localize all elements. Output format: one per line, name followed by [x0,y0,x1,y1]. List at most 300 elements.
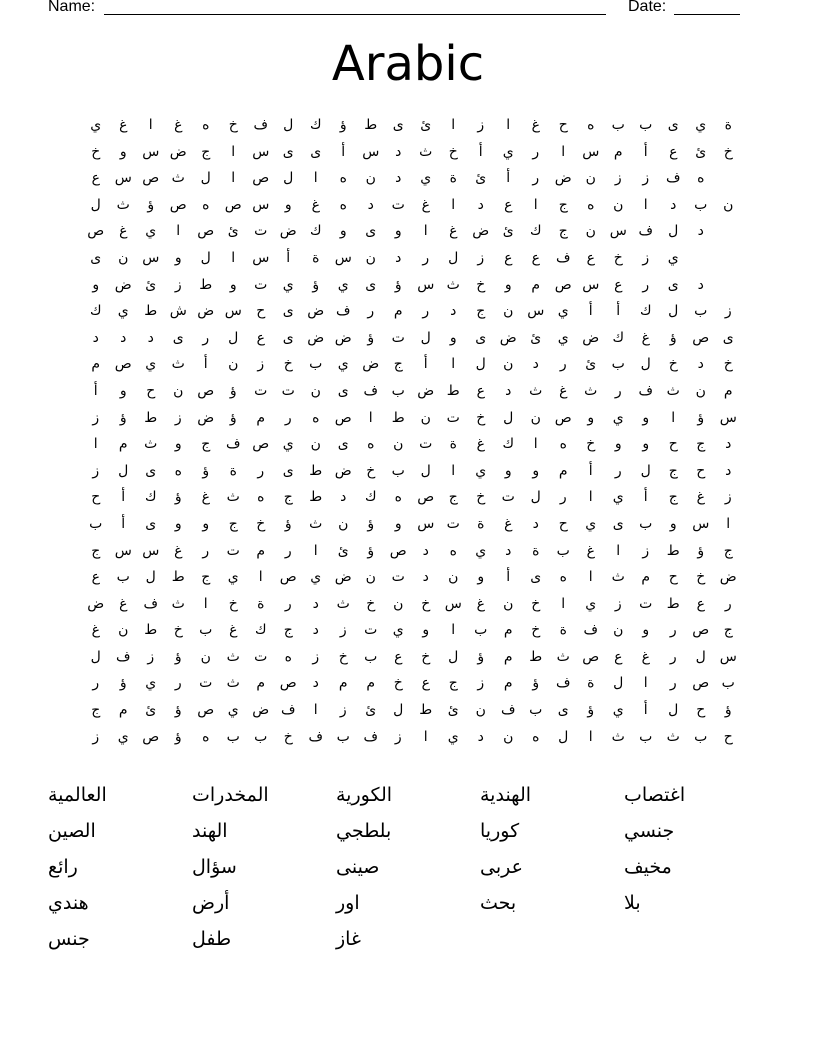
grid-cell: ص [224,196,242,213]
grid-cell: ص [334,409,352,426]
word-bank-item: طفل [192,928,232,950]
grid-cell: أ [643,702,648,719]
grid-cell: ط [309,462,323,479]
grid-cell [715,218,743,245]
grid-cell: د [477,196,484,213]
grid-cell: ئ [365,702,377,719]
grid-cell: ر [669,675,677,692]
grid-cell: ح [668,569,678,586]
grid-cell: س [334,249,352,266]
grid-cell: ك [639,303,652,320]
grid-cell: ز [477,675,485,692]
grid-cell: ز [477,249,485,266]
grid-cell: د [505,542,512,559]
grid-cell: ك [309,117,322,133]
grid-cell: ه [697,170,705,187]
grid-cell: و [174,515,182,532]
grid-cell: ا [451,462,456,479]
grid-cell: ز [339,622,347,639]
grid-cell: ل [640,356,651,373]
grid-cell: ث [611,728,625,745]
grid-cell: ي [695,117,707,133]
grid-cell: ل [668,223,679,240]
grid-cell: ت [254,648,268,665]
grid-cell: ر [422,249,430,266]
grid-cell: ث [584,382,598,399]
grid-cell: ه [587,117,595,133]
grid-cell: ف [253,117,268,133]
grid-cell: ح [668,436,678,453]
grid-cell: م [118,436,128,453]
grid-cell: س [362,143,380,160]
grid-cell: أ [121,489,126,506]
word-bank-item: مخيف [624,856,672,878]
grid-cell: ر [284,595,292,612]
grid-cell: س [609,223,627,240]
grid-cell: ئ [585,356,597,373]
word-bank-item: بحث [480,892,517,914]
grid-cell: ي [145,356,157,373]
grid-cell: د [532,356,539,373]
grid-cell: ا [423,223,428,240]
grid-cell: ر [532,143,540,160]
grid-cell: ؤ [229,409,237,426]
grid-cell: ج [228,515,238,532]
grid-cell: ي [337,356,349,373]
grid-cell: ا [561,595,566,612]
grid-cell: ض [87,595,105,612]
grid-cell: ا [726,515,731,532]
grid-cell: ه [559,569,567,586]
grid-cell: خ [283,356,293,373]
grid-cell: و [284,196,292,213]
grid-cell: ض [472,223,490,240]
grid-cell: ر [202,542,210,559]
grid-cell: م [338,675,348,692]
grid-cell: د [312,675,319,692]
grid-cell: ج [201,143,211,160]
grid-cell: غ [449,223,458,240]
grid-cell: ا [451,117,456,133]
grid-cell: س [142,542,160,559]
grid-cell: ب [639,728,653,745]
grid-cell: ا [451,196,456,213]
grid-cell: غ [311,196,320,213]
grid-cell: ن [475,702,486,719]
grid-cell: ي [337,276,349,293]
grid-cell: ؤ [284,515,292,532]
word-bank-item: العالمية [48,784,107,806]
grid-cell: و [504,462,512,479]
grid-cell: م [256,409,266,426]
grid-cell: ن [393,436,404,453]
grid-cell: ل [420,329,431,346]
grid-cell: و [669,515,677,532]
grid-cell: ي [502,143,514,160]
grid-cell: غ [559,382,568,399]
word-bank-item: هندي [48,892,89,914]
grid-cell: ز [477,117,485,133]
grid-cell: ل [613,675,624,692]
grid-cell: ر [367,303,375,320]
grid-cell: ن [310,382,321,399]
grid-cell: ل [118,462,129,479]
grid-cell: ب [364,648,378,665]
grid-cell: ن [393,595,404,612]
grid-cell: ه [394,489,402,506]
grid-cell: ة [532,542,540,559]
grid-cell: ض [197,303,215,320]
grid-cell: ى [667,117,679,133]
grid-cell: م [723,382,733,399]
grid-cell: ه [367,436,375,453]
grid-cell: ى [392,117,404,133]
grid-cell: ي [227,702,239,719]
grid-cell: ي [475,542,487,559]
name-label: Name: [48,0,96,15]
grid-cell: ه [339,196,347,213]
grid-cell: و [504,276,512,293]
grid-cell: ث [309,515,323,532]
grid-cell: ط [144,622,158,639]
grid-cell: خ [723,143,733,160]
grid-cell: د [340,489,347,506]
grid-cell: ي [612,489,624,506]
grid-cell: غ [119,595,128,612]
grid-cell: ا [671,409,676,426]
grid-cell: ز [724,489,732,506]
word-bank-item: المخدرات [192,784,269,806]
grid-cell: ن [613,622,624,639]
grid-cell: د [450,303,457,320]
grid-cell: ل [90,648,101,665]
grid-cell: د [395,249,402,266]
grid-cell: ى [310,143,322,160]
grid-cell: ؤ [174,702,182,719]
grid-cell: ز [642,170,650,187]
grid-cell: ع [421,675,430,692]
grid-cell: ي [392,622,404,639]
grid-cell: ى [145,515,157,532]
grid-cell: ي [447,728,459,745]
grid-cell: أ [478,143,483,160]
grid-cell: ت [446,515,460,532]
grid-cell: ؤ [174,728,182,745]
grid-cell: غ [174,542,183,559]
grid-cell: ك [502,436,515,453]
grid-cell: أ [616,303,621,320]
grid-cell: س [252,143,270,160]
grid-cell: ج [201,436,211,453]
grid-cell: ة [312,249,320,266]
grid-cell: ض [252,702,270,719]
word-bank-item: الهند [192,820,228,842]
grid-cell: خ [228,595,238,612]
grid-cell: و [394,223,402,240]
word-bank-item: جنس [48,928,90,950]
grid-cell: ى [667,276,679,293]
grid-cell: م [366,675,376,692]
grid-cell: ؤ [669,329,677,346]
grid-cell: د [697,356,704,373]
grid-cell: ج [558,196,568,213]
grid-cell: ج [723,542,733,559]
grid-cell: خ [393,675,403,692]
grid-cell: ا [231,170,236,187]
grid-cell: ه [559,436,567,453]
grid-cell: خ [421,648,431,665]
word-bank-item: اغتصاب [624,784,686,806]
grid-cell: غ [229,622,238,639]
grid-cell: ل [530,489,541,506]
grid-cell: ط [446,382,460,399]
grid-cell: ا [313,702,318,719]
grid-cell: ى [337,436,349,453]
grid-cell: ف [583,622,598,639]
grid-cell: خ [448,143,458,160]
grid-cell: ز [394,728,402,745]
grid-cell: و [174,249,182,266]
grid-cell: ع [256,329,265,346]
grid-cell: ا [588,489,593,506]
grid-cell: غ [201,489,210,506]
grid-cell: ز [724,303,732,320]
grid-cell: ن [448,569,459,586]
grid-cell: ط [529,648,543,665]
grid-cell: ح [558,117,568,133]
grid-cell: ؤ [174,648,182,665]
grid-cell: ح [696,702,706,719]
grid-cell: ل [420,462,431,479]
grid-cell: أ [643,143,648,160]
grid-cell: ط [144,409,158,426]
grid-cell: م [613,143,623,160]
grid-cell: ط [419,702,433,719]
grid-cell: أ [286,249,291,266]
word-bank-item: كوريا [480,820,520,842]
grid-cell: ل [283,170,294,187]
grid-cell: ت [254,276,268,293]
grid-cell: ص [554,409,572,426]
grid-cell: ف [638,223,653,240]
grid-cell: د [92,329,99,346]
grid-cell: ج [448,489,458,506]
grid-cell: ص [142,170,160,187]
grid-cell: ج [91,542,101,559]
grid-cell: خ [531,622,541,639]
grid-cell: ؤ [339,117,347,133]
grid-cell: ى [530,569,542,586]
grid-cell: ف [363,728,378,745]
grid-cell: س [719,409,737,426]
grid-cell: ث [171,170,185,187]
grid-cell: أ [506,569,511,586]
grid-cell: س [224,303,242,320]
grid-cell: ج [283,622,293,639]
grid-cell: م [503,648,513,665]
grid-cell: ى [612,515,624,532]
word-bank-item: الهندية [480,784,532,806]
grid-cell: ح [256,303,266,320]
grid-cell: ب [116,569,130,586]
grid-cell: ا [533,196,538,213]
word-bank-item: بلا [624,892,641,914]
grid-cell: ن [118,249,129,266]
grid-cell: ل [475,356,486,373]
grid-cell: ز [92,409,100,426]
grid-cell: أ [121,515,126,532]
grid-cell: ت [254,382,268,399]
grid-cell: ج [668,462,678,479]
grid-cell: ى [282,329,294,346]
grid-cell: و [532,462,540,479]
grid-cell: ن [585,170,596,187]
grid-cell: ى [282,462,294,479]
letter-grid [82,112,742,750]
grid-cell: ر [724,595,732,612]
grid-cell: ئ [447,702,459,719]
grid-cell: ى [475,329,487,346]
grid-cell: ن [613,196,624,213]
grid-cell: خ [586,436,596,453]
grid-cell: ح [146,382,156,399]
grid-cell: ل [558,728,569,745]
grid-cell: ه [174,462,182,479]
grid-cell: ؤ [367,515,375,532]
grid-cell: م [91,356,101,373]
grid-cell: ا [561,143,566,160]
grid-cell: ط [171,569,185,586]
grid-cell: د [505,382,512,399]
grid-cell: ي [282,436,294,453]
grid-cell: ة [229,462,237,479]
grid-cell: س [252,196,270,213]
grid-cell: ث [226,675,240,692]
grid-cell: ص [389,542,407,559]
word-bank-item: عربى [480,856,523,878]
grid-cell: خ [421,595,431,612]
grid-cell: خ [668,356,678,373]
grid-cell: ى [90,249,102,266]
grid-cell: س [114,170,132,187]
grid-cell: ص [169,196,187,213]
grid-cell: ي [612,409,624,426]
word-bank-item: صينى [336,856,380,878]
grid-cell: ب [474,622,488,639]
grid-cell: ل [695,648,706,665]
grid-cell: ب [639,515,653,532]
grid-cell: ا [148,117,153,133]
grid-cell: ن [503,356,514,373]
grid-cell: ك [612,329,625,346]
grid-cell: ص [692,675,710,692]
grid-cell: ل [393,702,404,719]
grid-cell: ر [559,489,567,506]
grid-cell: ك [144,489,157,506]
grid-cell: س [142,143,160,160]
grid-cell: غ [476,595,485,612]
grid-cell: ا [588,569,593,586]
grid-cell: خ [613,249,623,266]
grid-cell: ث [611,569,625,586]
grid-cell: ض [197,409,215,426]
grid-cell: ت [391,196,405,213]
grid-cell: د [422,569,429,586]
grid-cell: ك [309,223,322,240]
grid-cell: د [312,622,319,639]
grid-cell: س [582,276,600,293]
grid-cell: م [641,569,651,586]
grid-cell: ص [252,170,270,187]
grid-cell: ل [448,648,459,665]
grid-cell: ب [639,117,653,133]
grid-cell: ض [499,329,517,346]
grid-cell: و [229,276,237,293]
grid-cell: ب [694,303,708,320]
grid-cell: ب [694,196,708,213]
grid-cell: ط [364,117,378,133]
grid-cell: غ [696,489,705,506]
grid-cell: ا [451,622,456,639]
grid-cell: ف [665,170,681,187]
grid-cell: ز [642,249,650,266]
grid-cell: ص [114,356,132,373]
grid-cell: ر [614,382,622,399]
grid-cell: د [670,196,677,213]
grid-cell: ز [614,595,622,612]
grid-cell: ب [254,728,268,745]
grid-cell: ت [446,409,460,426]
grid-cell: ت [639,595,653,612]
grid-cell: ن [200,648,211,665]
grid-cell: د [120,329,127,346]
word-bank-item: جنسي [624,820,675,842]
grid-cell: و [422,622,430,639]
grid-cell: ك [254,622,267,639]
grid-cell: ه [339,170,347,187]
grid-cell: د [697,223,704,240]
word-bank-item: رائع [48,856,78,878]
grid-cell: ز [92,728,100,745]
grid-cell: ح [696,462,706,479]
worksheet-header [48,0,748,20]
grid-cell: ل [503,409,514,426]
grid-cell: و [119,143,127,160]
grid-cell: و [587,409,595,426]
grid-cell: ب [199,622,213,639]
grid-cell: ت [419,436,433,453]
grid-cell: ا [313,542,318,559]
grid-cell: ر [284,542,292,559]
grid-cell: ن [503,595,514,612]
grid-cell: ى [557,702,569,719]
grid-cell: ه [312,409,320,426]
grid-cell: ى [172,329,184,346]
grid-cell: ث [419,143,433,160]
grid-cell: ح [558,515,568,532]
grid-cell: ر [257,462,265,479]
grid-cell: س [527,303,545,320]
grid-cell: ى [282,143,294,160]
grid-cell: ب [336,728,350,745]
grid-cell: ج [283,489,293,506]
grid-cell: د [147,329,154,346]
grid-cell: ن [723,196,734,213]
grid-cell: ه [257,489,265,506]
grid-cell: ر [559,356,567,373]
grid-cell: ه [449,542,457,559]
grid-cell: ع [614,648,623,665]
